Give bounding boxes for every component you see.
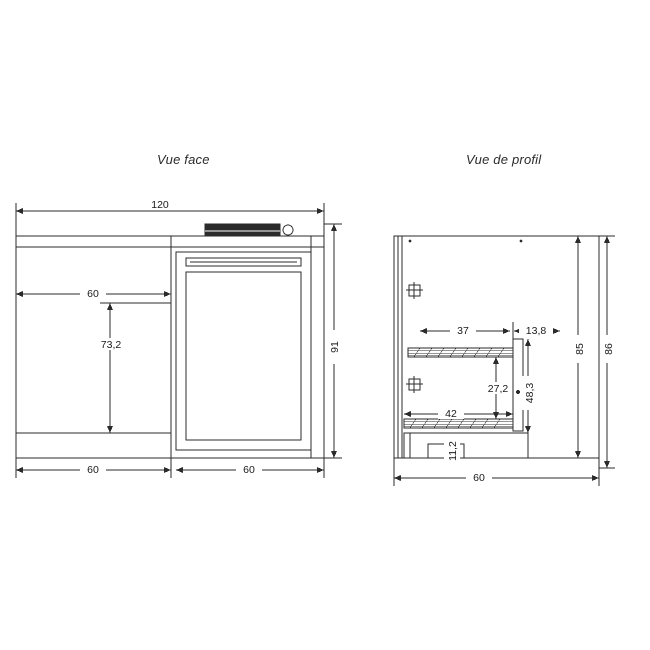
- oven-glass: [186, 272, 301, 440]
- dim-face-bottom-left: 60: [87, 464, 99, 476]
- oven-outline: [176, 252, 311, 450]
- dim-face-bottom-right: 60: [243, 464, 255, 476]
- front-cabinet-outline: [16, 236, 324, 458]
- view-title-profile: Vue de profil: [466, 152, 542, 167]
- hinge-lower: [409, 379, 420, 390]
- view-title-face: Vue face: [157, 152, 210, 167]
- dim-profile-compartment-height: 48,3: [524, 382, 536, 404]
- dim-face-door-height: 73,2: [100, 339, 122, 351]
- dim-profile-inner-height: 27,2: [487, 383, 509, 395]
- dim-profile-side-height-inner: 85: [574, 343, 586, 355]
- dim-profile-foot-height: 11,2: [447, 441, 459, 461]
- dim-profile-shelf-offset: 13,8: [525, 325, 547, 337]
- dim-face-left-width-top: 60: [87, 288, 99, 300]
- dim-profile-overall-depth: 60: [473, 472, 485, 484]
- dim-profile-side-height-outer: 86: [603, 343, 615, 355]
- hinge-upper: [409, 285, 420, 296]
- hob-plate: [205, 224, 280, 236]
- dim-face-overall-height-label: 91: [329, 341, 341, 353]
- dim-profile-lower-depth: 42: [445, 408, 457, 420]
- dim-profile-shelf-depth: 37: [457, 325, 469, 337]
- dim-face-overall-width: 120: [151, 199, 169, 211]
